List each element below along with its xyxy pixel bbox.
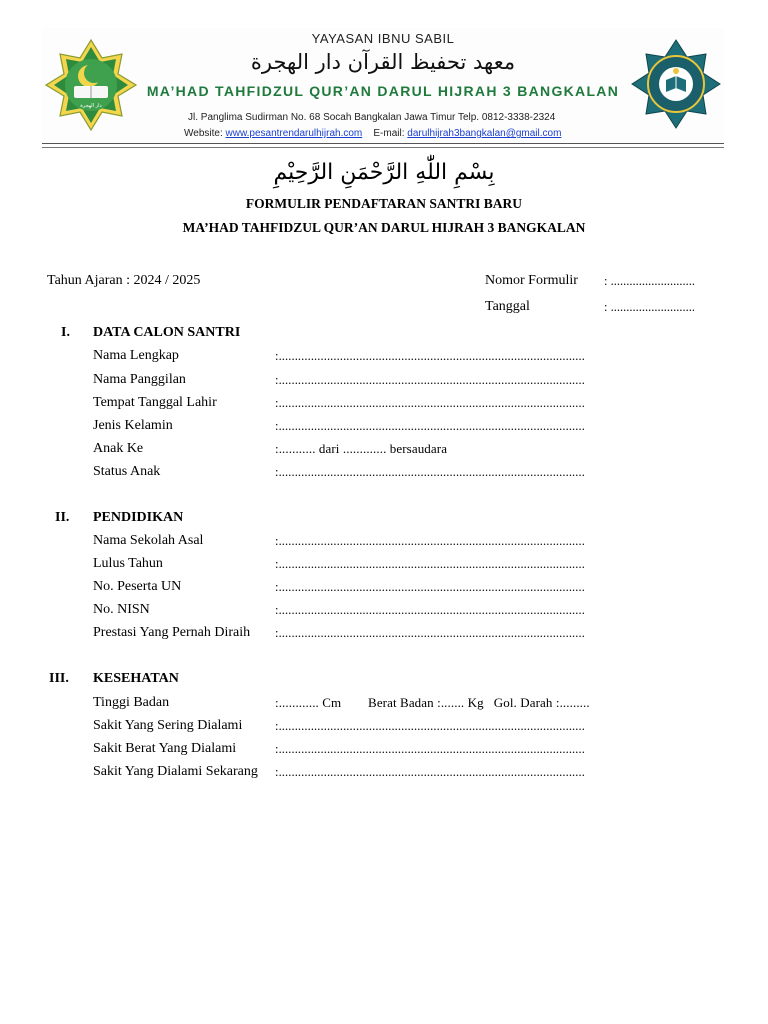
field-label: Jenis Kelamin xyxy=(93,418,173,433)
section-number: II. xyxy=(55,510,70,525)
field-label: Anak Ke xyxy=(93,441,144,456)
website-label: Website: xyxy=(184,128,223,139)
form-number-field[interactable]: : ........................... xyxy=(604,274,695,288)
field-label: Nama Sekolah Asal xyxy=(93,533,204,548)
field-input[interactable]: :............................................................................................... xyxy=(275,534,585,548)
field-label: Status Anak xyxy=(93,464,161,479)
field-label: No. Peserta UN xyxy=(93,579,182,594)
field-input[interactable]: :........... dari ............. bersaudara xyxy=(275,441,448,456)
field-input[interactable]: :............................................................................................... xyxy=(275,719,585,733)
school-contact xyxy=(184,128,561,139)
field-input[interactable]: :............................................................................................... xyxy=(275,373,585,387)
email-link[interactable]: darulhijrah3bangkalan@gmail.com xyxy=(407,128,562,139)
school-title: MA’HAD TAHFIDZUL QUR’AN DARUL HIJRAH 3 BANGKALAN xyxy=(182,220,586,235)
school-address: Jl. Panglima Sudirman No. 68 Socah Bangkalan Jawa Timur Telp. 0812-3338-2324 xyxy=(188,112,556,123)
field-input[interactable]: :............................................................................................... xyxy=(275,626,585,640)
field-label: Sakit Yang Sering Dialami xyxy=(93,718,243,733)
letterhead xyxy=(42,28,724,142)
letterhead-rule-thin xyxy=(42,147,724,148)
arabic-school-name: معهد تحفيظ القرآن دار الهجرة xyxy=(250,50,516,74)
field-label: Tinggi Badan xyxy=(93,695,170,710)
section-number: III. xyxy=(49,671,69,686)
letterhead-rule-thick xyxy=(42,143,724,144)
basmala: بِسْمِ اللّٰهِ الرَّحْمَنِ الرَّحِيْمِ xyxy=(273,160,495,185)
field-label: Tempat Tanggal Lahir xyxy=(93,395,217,410)
field-input[interactable]: :............................................................................................... xyxy=(275,603,585,617)
field-label: No. NISN xyxy=(93,602,150,617)
field-label: Nama Lengkap xyxy=(93,348,179,363)
field-input[interactable]: :............................................................................................... xyxy=(275,465,585,479)
field-label: Prestasi Yang Pernah Diraih xyxy=(93,625,251,640)
date-field[interactable]: : ........................... xyxy=(604,300,695,314)
section-title: KESEHATAN xyxy=(93,671,179,686)
foundation-seal-icon xyxy=(630,38,722,130)
field-input[interactable]: :............................................................................................... xyxy=(275,765,585,779)
field-label: Sakit Yang Dialami Sekarang xyxy=(93,764,258,779)
field-input[interactable]: :............................................................................................... xyxy=(275,557,585,571)
field-input[interactable]: :............ Cm Berat Badan :....... Kg Gol. Darah :......... xyxy=(275,695,590,710)
section-number: I. xyxy=(61,325,70,340)
field-input[interactable]: :............................................................................................... xyxy=(275,349,585,363)
school-name: MA’HAD TAHFIDZUL QUR’AN DARUL HIJRAH 3 BANGKALAN xyxy=(146,83,620,99)
field-label: Sakit Berat Yang Dialami xyxy=(93,741,237,756)
section-title: DATA CALON SANTRI xyxy=(93,325,241,340)
form-title: FORMULIR PENDAFTARAN SANTRI BARU xyxy=(245,196,523,211)
form-number-label: Nomor Formulir xyxy=(485,273,578,288)
foundation-name: YAYASAN IBNU SABIL xyxy=(311,31,455,46)
website-link[interactable]: www.pesantrendarulhijrah.com xyxy=(225,128,363,139)
field-label: Lulus Tahun xyxy=(93,556,163,571)
section-title: PENDIDIKAN xyxy=(93,510,184,525)
field-input[interactable]: :............................................................................................... xyxy=(275,396,585,410)
email-label: E-mail: xyxy=(373,128,405,139)
field-input[interactable]: :............................................................................................... xyxy=(275,580,585,594)
field-label: Nama Panggilan xyxy=(93,372,186,387)
academic-year: Tahun Ajaran : 2024 / 2025 xyxy=(47,273,201,288)
date-label: Tanggal xyxy=(485,299,530,314)
field-input[interactable]: :............................................................................................... xyxy=(275,419,585,433)
field-input[interactable]: :............................................................................................... xyxy=(275,742,585,756)
svg-text:دار الهجرة: دار الهجرة xyxy=(80,103,102,109)
